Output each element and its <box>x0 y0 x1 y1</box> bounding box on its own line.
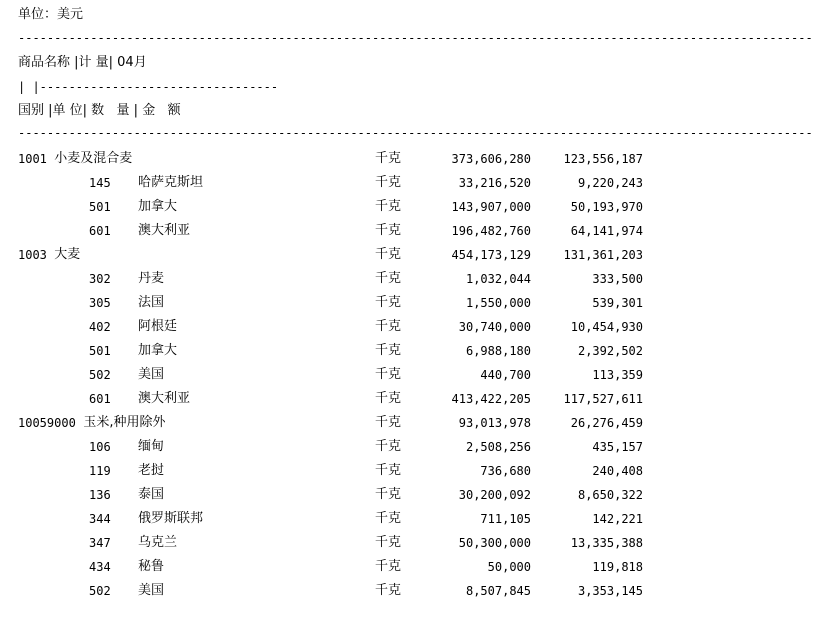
row-amount: 50,193,970 <box>570 200 643 214</box>
row-name: 缅甸 <box>138 439 165 454</box>
row-amount: 333,500 <box>592 272 643 286</box>
row-name: 加拿大 <box>138 343 178 358</box>
row-name: 大麦 <box>54 247 81 262</box>
row-quantity: 711,105 <box>480 512 531 526</box>
row-code: 601 <box>89 224 111 238</box>
row-unit: 千克 <box>375 151 402 166</box>
row-code: 1003 <box>18 248 47 262</box>
row-amount: 435,157 <box>592 440 643 454</box>
row-quantity: 454,173,129 <box>451 248 531 262</box>
row-code: 347 <box>89 536 111 550</box>
row-name: 澳大利亚 <box>138 391 191 406</box>
row-name: 美国 <box>138 367 165 382</box>
row-quantity: 93,013,978 <box>458 416 531 430</box>
row-quantity: 413,422,205 <box>451 392 531 406</box>
row-unit: 千克 <box>375 343 402 358</box>
row-name: 阿根廷 <box>138 319 178 334</box>
country-row <box>0 580 677 602</box>
row-name: 秘鲁 <box>138 559 165 574</box>
row-amount: 539,301 <box>592 296 643 310</box>
row-code: 501 <box>89 200 111 214</box>
row-quantity: 1,550,000 <box>465 296 531 310</box>
row-code: 502 <box>89 368 111 382</box>
row-amount: 8,650,322 <box>577 488 643 502</box>
row-name: 小麦及混合麦 <box>54 151 133 166</box>
country-row <box>0 460 677 482</box>
row-name: 玉米,种用除外 <box>83 415 166 430</box>
row-code: 344 <box>89 512 111 526</box>
row-code: 1001 <box>18 152 47 166</box>
row-unit: 千克 <box>375 439 402 454</box>
row-quantity: 196,482,760 <box>451 224 531 238</box>
row-unit: 千克 <box>375 295 402 310</box>
row-name: 法国 <box>138 295 165 310</box>
row-quantity: 1,032,044 <box>465 272 531 286</box>
row-quantity: 8,507,845 <box>465 584 531 598</box>
row-quantity: 50,000 <box>487 560 531 574</box>
country-row <box>0 292 677 314</box>
table-title-line: 商品名称 |计 量| 04月 <box>18 55 147 70</box>
row-code: 601 <box>89 392 111 406</box>
row-quantity: 2,508,256 <box>465 440 531 454</box>
country-row <box>0 364 677 386</box>
row-unit: 千克 <box>375 367 402 382</box>
country-row <box>0 484 677 506</box>
row-quantity: 50,300,000 <box>458 536 531 550</box>
commodity-row <box>0 412 677 434</box>
row-unit: 千克 <box>375 175 402 190</box>
row-amount: 26,276,459 <box>570 416 643 430</box>
divider-top: -------------------------------------------------------------------------------------------------------------- <box>18 31 813 45</box>
row-code: 305 <box>89 296 111 310</box>
row-unit: 千克 <box>375 199 402 214</box>
row-amount: 142,221 <box>592 512 643 526</box>
row-quantity: 30,740,000 <box>458 320 531 334</box>
country-row <box>0 508 677 530</box>
row-quantity: 33,216,520 <box>458 176 531 190</box>
row-unit: 千克 <box>375 415 402 430</box>
row-unit: 千克 <box>375 463 402 478</box>
row-name: 老挝 <box>138 463 165 478</box>
row-code: 10059000 <box>18 416 76 430</box>
row-code: 502 <box>89 584 111 598</box>
country-row <box>0 436 677 458</box>
country-row <box>0 268 677 290</box>
divider-header: -------------------------------------------------------------------------------------------------------------- <box>18 126 813 140</box>
country-row <box>0 172 677 194</box>
row-name: 哈萨克斯坦 <box>138 175 204 190</box>
country-row <box>0 532 677 554</box>
unit-label: 单位：美元 <box>18 7 84 22</box>
row-name: 丹麦 <box>138 271 165 286</box>
row-unit: 千克 <box>375 559 402 574</box>
table-subheader-line: | |--------------------------------- <box>18 80 279 94</box>
row-name: 加拿大 <box>138 199 178 214</box>
row-name: 澳大利亚 <box>138 223 191 238</box>
row-amount: 64,141,974 <box>570 224 643 238</box>
row-amount: 2,392,502 <box>577 344 643 358</box>
row-amount: 240,408 <box>592 464 643 478</box>
country-row <box>0 340 677 362</box>
row-code: 106 <box>89 440 111 454</box>
row-code: 402 <box>89 320 111 334</box>
country-row <box>0 388 677 410</box>
row-quantity: 143,907,000 <box>451 200 531 214</box>
row-amount: 131,361,203 <box>563 248 643 262</box>
row-amount: 10,454,930 <box>570 320 643 334</box>
row-name: 美国 <box>138 583 165 598</box>
row-quantity: 440,700 <box>480 368 531 382</box>
row-quantity: 6,988,180 <box>465 344 531 358</box>
row-name: 俄罗斯联邦 <box>138 511 204 526</box>
row-quantity: 736,680 <box>480 464 531 478</box>
row-amount: 117,527,611 <box>563 392 643 406</box>
row-code: 434 <box>89 560 111 574</box>
row-unit: 千克 <box>375 223 402 238</box>
commodity-row <box>0 244 677 266</box>
row-unit: 千克 <box>375 319 402 334</box>
row-unit: 千克 <box>375 487 402 502</box>
row-code: 136 <box>89 488 111 502</box>
country-row <box>0 316 677 338</box>
row-name: 乌克兰 <box>138 535 178 550</box>
row-code: 501 <box>89 344 111 358</box>
row-unit: 千克 <box>375 583 402 598</box>
country-row <box>0 196 677 218</box>
row-unit: 千克 <box>375 535 402 550</box>
row-code: 302 <box>89 272 111 286</box>
row-amount: 119,818 <box>592 560 643 574</box>
row-amount: 9,220,243 <box>577 176 643 190</box>
row-code: 145 <box>89 176 111 190</box>
row-quantity: 30,200,092 <box>458 488 531 502</box>
row-quantity: 373,606,280 <box>451 152 531 166</box>
row-unit: 千克 <box>375 391 402 406</box>
row-code: 119 <box>89 464 111 478</box>
country-row <box>0 556 677 578</box>
column-header-line: 国别 |单 位| 数 量 | 金 额 <box>18 103 181 118</box>
row-amount: 13,335,388 <box>570 536 643 550</box>
country-row <box>0 220 677 242</box>
row-amount: 3,353,145 <box>577 584 643 598</box>
row-unit: 千克 <box>375 247 402 262</box>
row-unit: 千克 <box>375 271 402 286</box>
row-name: 泰国 <box>138 487 165 502</box>
row-unit: 千克 <box>375 511 402 526</box>
row-amount: 113,359 <box>592 368 643 382</box>
commodity-row <box>0 148 677 170</box>
row-amount: 123,556,187 <box>563 152 643 166</box>
